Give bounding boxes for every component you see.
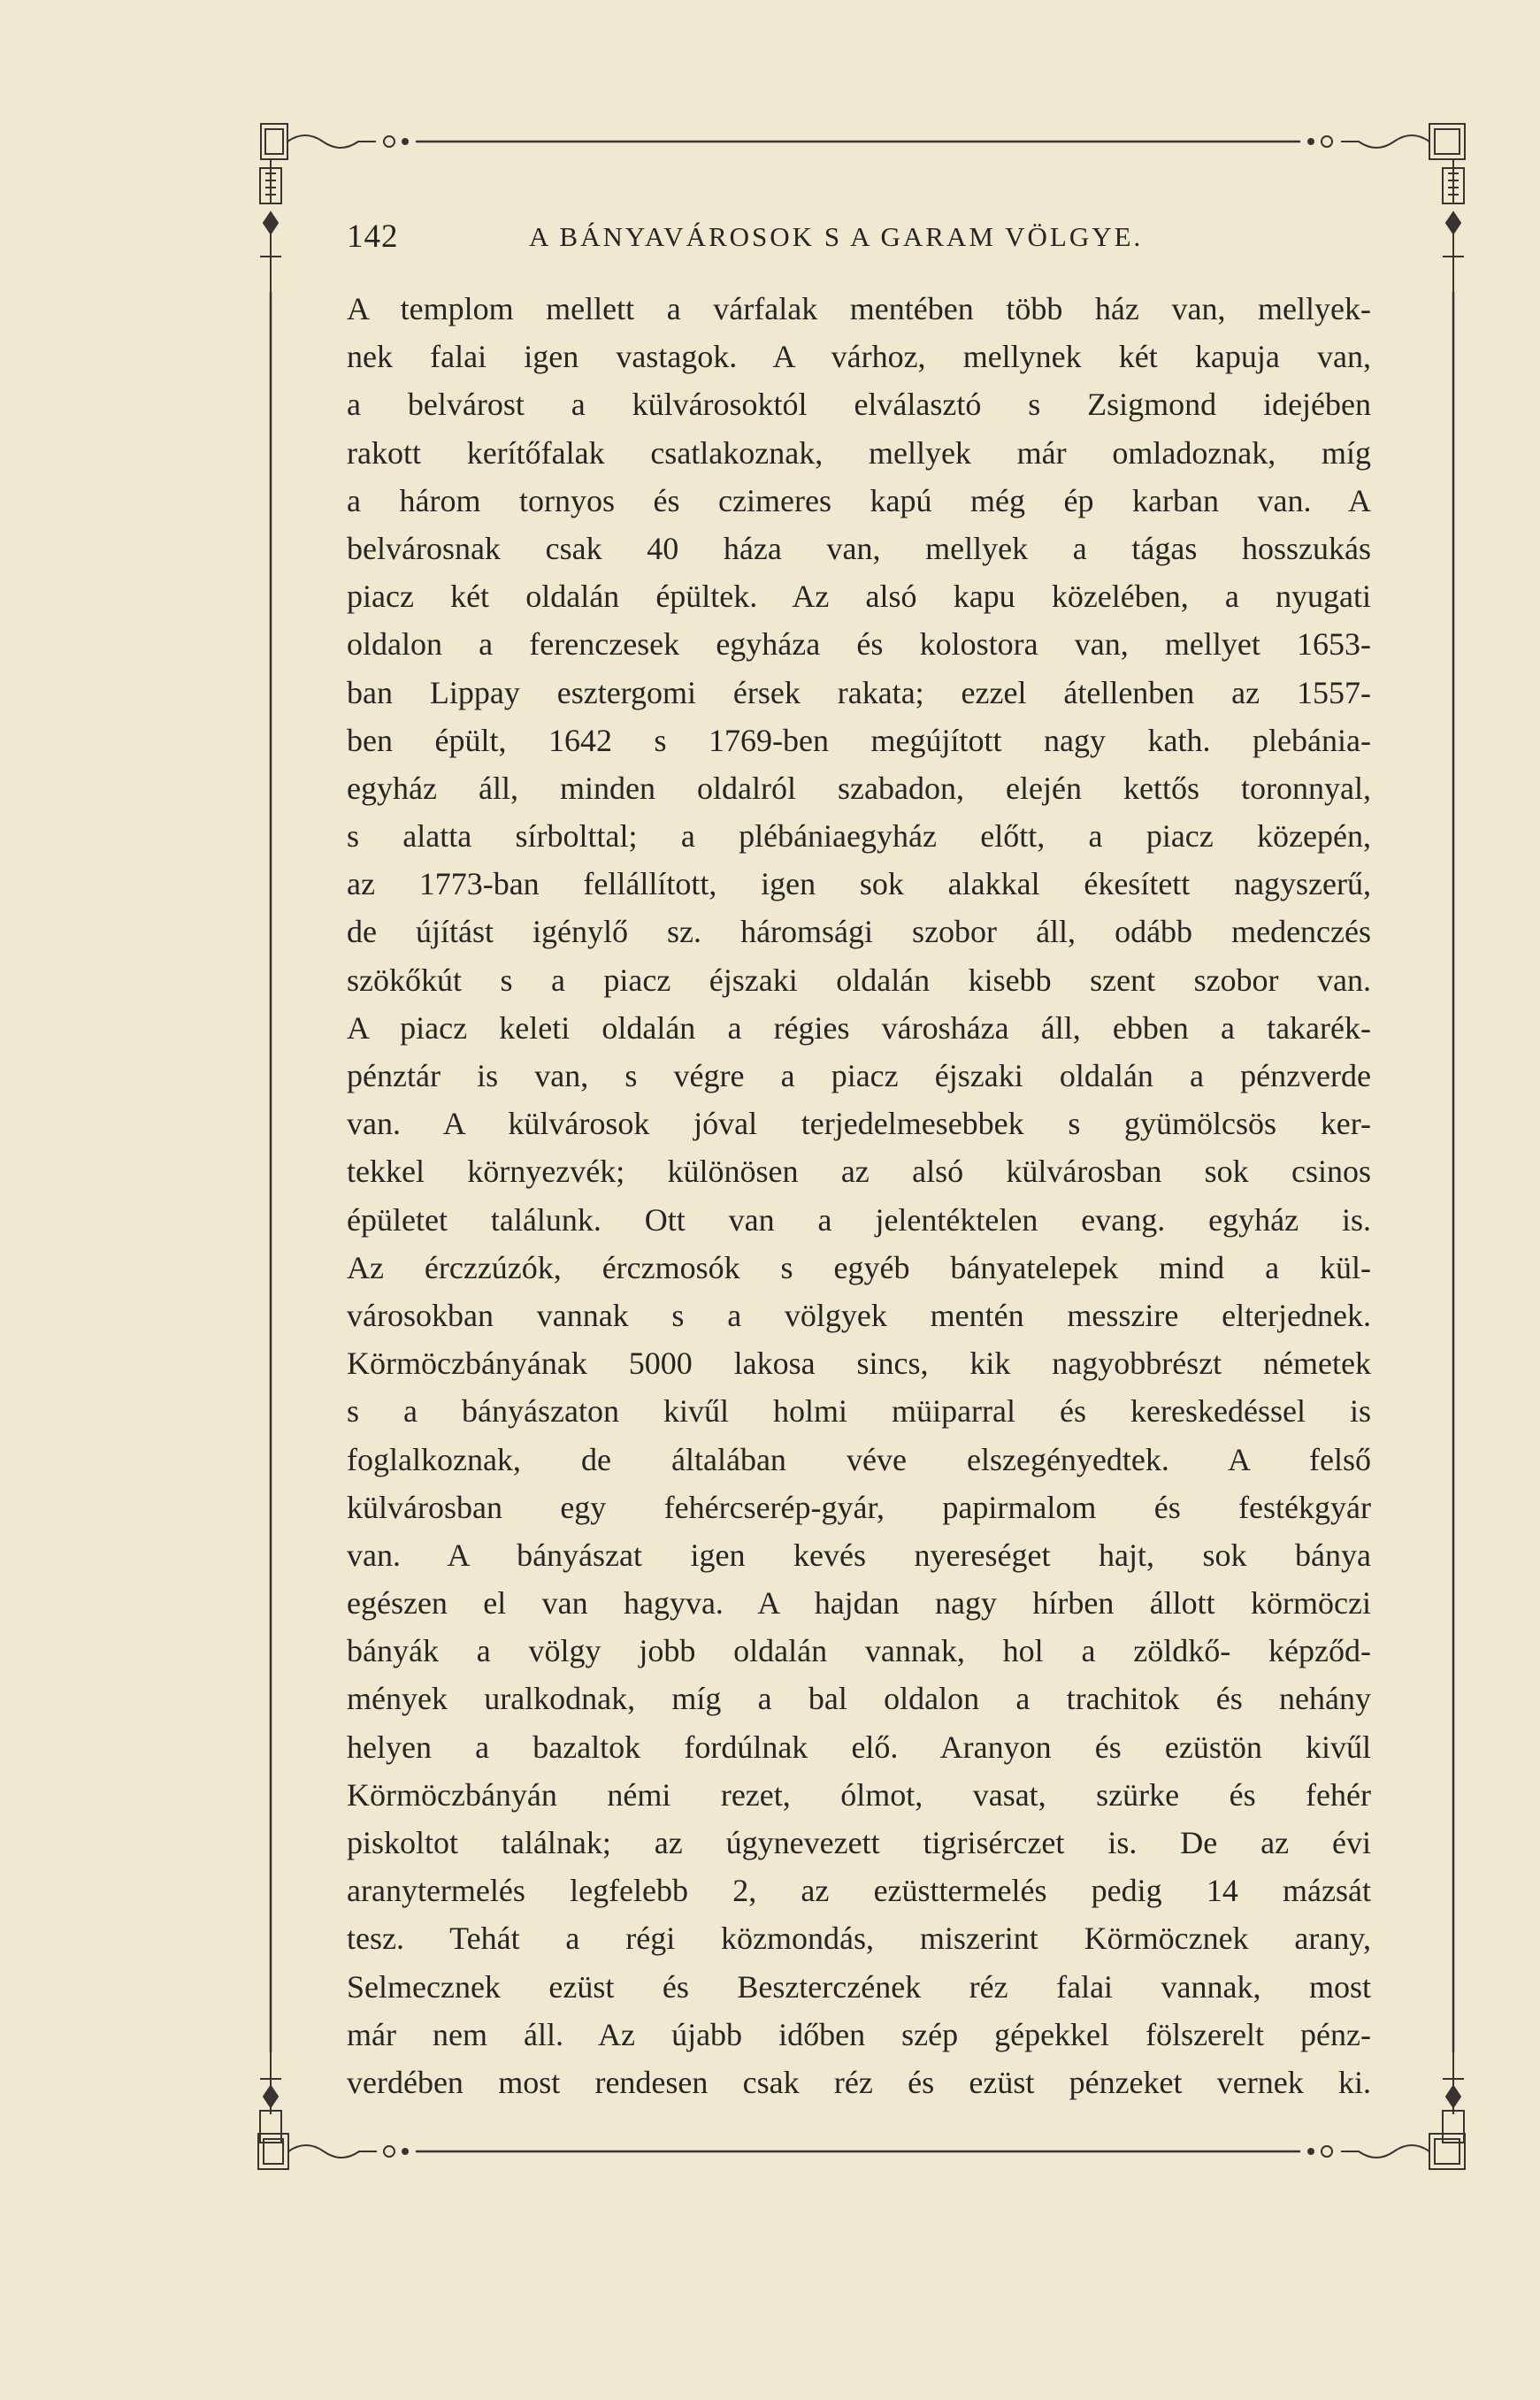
text-line: bányák a völgy jobb oldalán vannak, hol a zöldkő- képződ- [347, 1633, 1371, 1669]
text-line: piacz két oldalán épültek. Az alsó kapu közelében, a nyugati [347, 579, 1371, 615]
text-line: s a bányászaton kivűl holmi müiparral és kereskedéssel is [347, 1393, 1371, 1430]
text-line: belvárosnak csak 40 háza van, mellyek a tágas hosszukás [347, 530, 1371, 566]
corner-ornament-top-right [1308, 124, 1465, 292]
text-line: a három tornyos és czimeres kapú még ép karban van. A [347, 482, 1371, 518]
text-line: piskoltot találnak; az úgynevezett tigrisérczet is. De az évi [347, 1825, 1371, 1860]
text-line: Az érczzúzók, érczmosók s egyéb bányatelepek mind a kül- [347, 1249, 1371, 1285]
text-line: aranytermelés legfelebb 2, az ezüsttermelés pedig 14 mázsát [347, 1873, 1371, 1909]
text-line: oldalon a ferenczesek egyháza és kolostora van, mellyet 1653- [347, 626, 1371, 663]
text-line: verdében most rendesen csak réz és ezüst pénzeket vernek ki. [347, 2064, 1371, 2100]
text-line: az 1773-ban fellállított, igen sok alakkal ékesített nagyszerű, [347, 866, 1371, 902]
text-line: de újítást igénylő sz. háromsági szobor áll, odább medenczés [347, 914, 1371, 950]
text-line: Selmecznek ezüst és Beszterczének réz falai vannak, most [347, 1968, 1371, 2005]
text-line: városokban vannak s a völgyek mentén messzire elterjednek. [347, 1297, 1371, 1333]
text-line: helyen a bazaltok fordúlnak elő. Aranyon és ezüstön kivűl [347, 1729, 1371, 1765]
text-line: mények uralkodnak, míg a bal oldalon a trachitok és nehány [347, 1681, 1371, 1717]
page-header [347, 215, 1376, 259]
text-line: nek falai igen vastagok. A várhoz, mellynek két kapuja van, [347, 339, 1371, 375]
text-line: tesz. Tehát a régi közmondás, miszerint Körmöcznek arany, [347, 1921, 1371, 1957]
text-line: pénztár is van, s végre a piacz éjszaki oldalán a pénzverde [347, 1058, 1371, 1093]
text-line: rakott kerítőfalak csatlakoznak, mellyek már omladoznak, míg [347, 434, 1371, 471]
text-line: foglalkoznak, de általában véve elszegényedtek. A felső [347, 1441, 1371, 1477]
text-line: Körmöczbányán némi rezet, ólmot, vasat, szürke és fehér [347, 1776, 1371, 1813]
page-number: 142 [347, 219, 399, 255]
text-line: ban Lippay esztergomi érsek rakata; ezzel átellenben az 1557- [347, 674, 1371, 710]
text-line: külvárosban egy fehércserép-gyár, papirmalom és festékgyár [347, 1489, 1371, 1525]
text-line: épületet találunk. Ott van a jelentéktelen evang. egyház is. [347, 1201, 1371, 1238]
running-title: A BÁNYAVÁROSOK S A GARAM VÖLGYE. [529, 221, 1144, 252]
text-line: A piacz keleti oldalán a régies városháza áll, ebben a takarék- [347, 1009, 1371, 1046]
text-line: egészen el van hagyva. A hajdan nagy hírben állott körmöczi [347, 1585, 1371, 1622]
text-line: van. A külvárosok jóval terjedelmesebbek s gyümölcsös ker- [347, 1106, 1371, 1142]
text-line: már nem áll. Az újabb időben szép gépekkel fölszerelt pénz- [347, 2016, 1371, 2052]
text-line: a belvárost a külvárosoktól elválasztó s Zsigmond idejében [347, 387, 1371, 423]
body-text [347, 285, 1371, 2106]
text-line: szökőkút s a piacz éjszaki oldalán kisebb szent szobor van. [347, 962, 1371, 998]
text-line: ben épült, 1642 s 1769-ben megújított nagy kath. plebánia- [347, 722, 1371, 758]
corner-ornament-top-left [260, 124, 408, 292]
text-line: egyház áll, minden oldalról szabadon, elején kettős toronnyal, [347, 770, 1371, 806]
text-line: tekkel környezvék; különösen az alsó külvárosban sok csinos [347, 1154, 1371, 1190]
text-line: van. A bányászat igen kevés nyereséget hajt, sok bánya [347, 1537, 1371, 1573]
text-line: A templom mellett a várfalak mentében több ház van, mellyek- [347, 291, 1371, 326]
text-line: s alatta sírbolttal; a plébániaegyház előtt, a piacz közepén, [347, 818, 1371, 855]
text-line: Körmöczbányának 5000 lakosa sincs, kik nagyobbrészt németek [347, 1346, 1371, 1382]
